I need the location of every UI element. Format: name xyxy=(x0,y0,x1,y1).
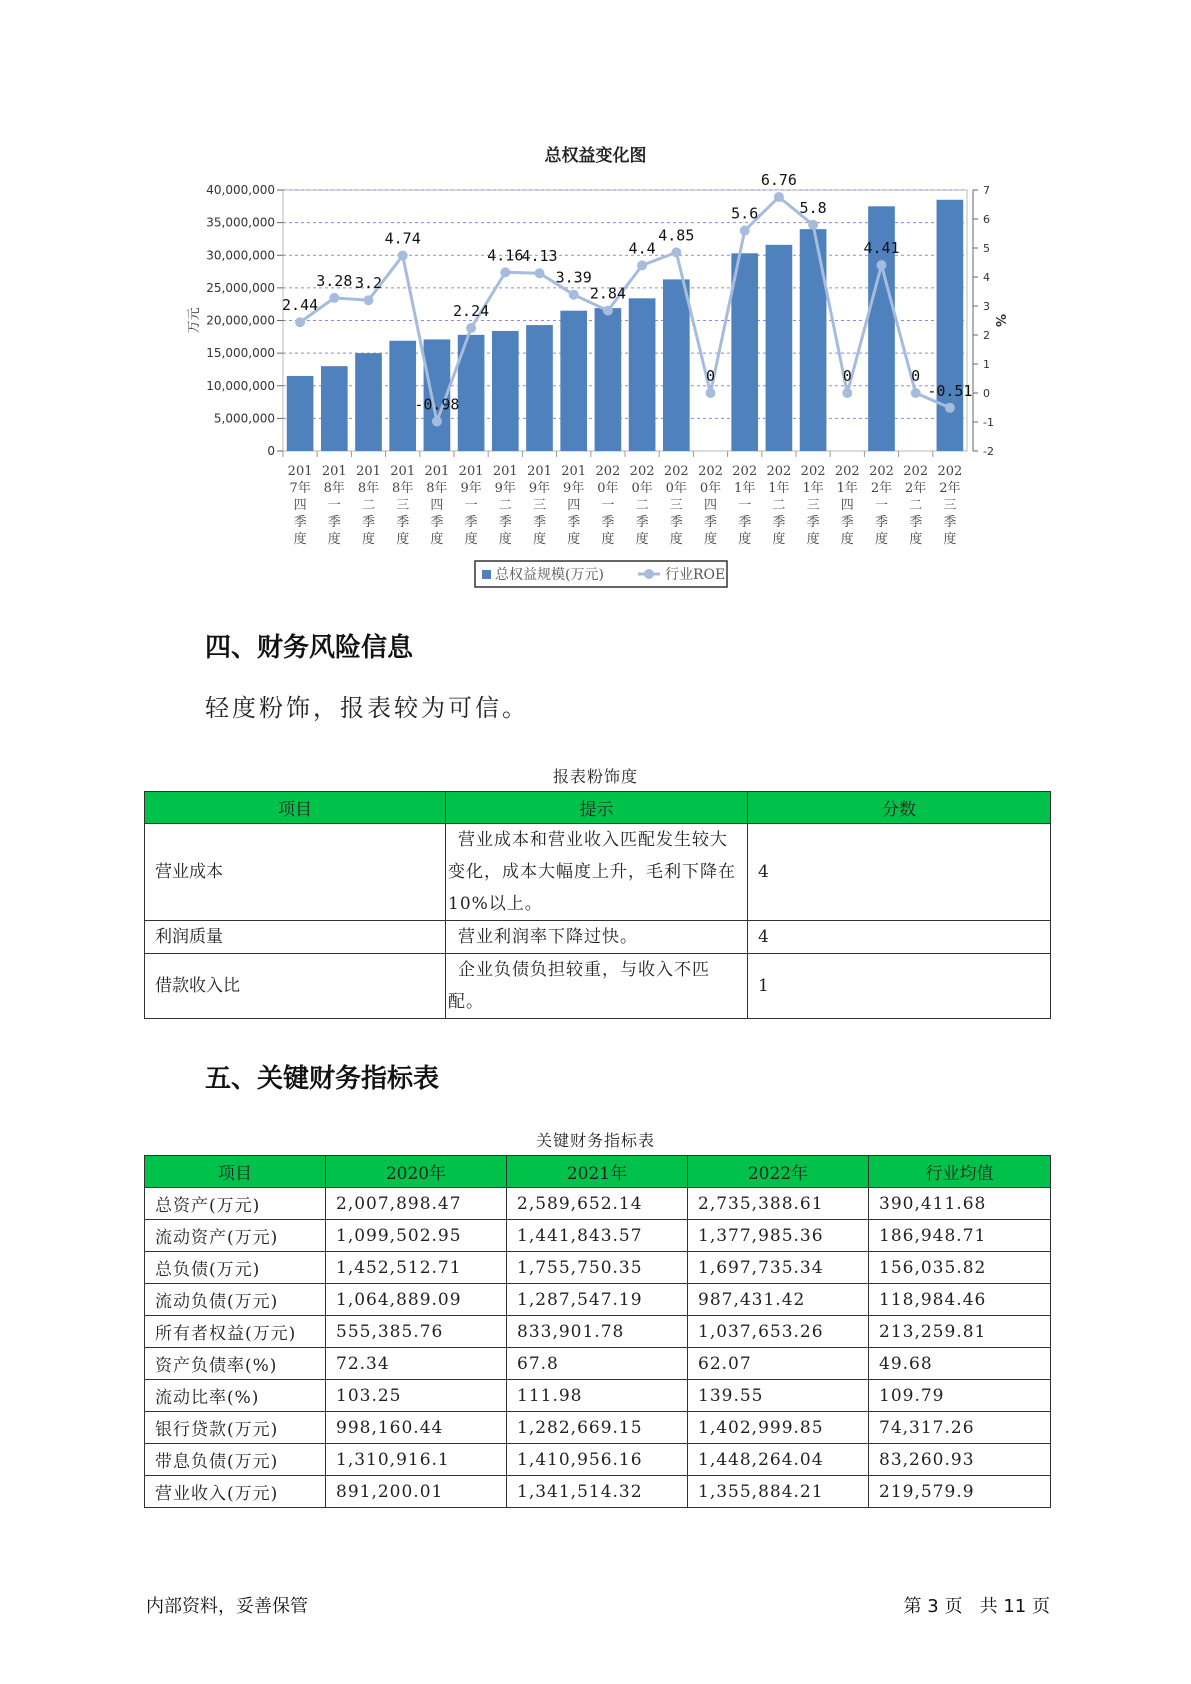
indicator-name: 带息负债(万元) xyxy=(145,1444,326,1476)
roe-point xyxy=(569,290,579,300)
x-tick-label: 2年 xyxy=(939,481,961,496)
indicator-value: 1,064,889.09 xyxy=(326,1284,507,1316)
x-tick-label: 202 xyxy=(663,464,689,479)
indicator-table xyxy=(144,1155,1051,1508)
legend-line-label: 行业ROE xyxy=(665,567,726,583)
indicator-value: 1,697,735.34 xyxy=(688,1252,869,1284)
x-tick-label: 季 xyxy=(738,515,752,530)
indicator-value: 891,200.01 xyxy=(326,1476,507,1508)
risk-row xyxy=(145,954,1051,1019)
x-tick-label: 三 xyxy=(806,498,820,513)
risk-hint xyxy=(446,954,748,1019)
x-tick-label: 1年 xyxy=(836,481,858,496)
indicator-header-item: 项目 xyxy=(145,1156,326,1188)
equity-bar xyxy=(731,253,758,451)
section4-heading: 四、财务风险信息 xyxy=(205,633,414,663)
indicator-row xyxy=(145,1412,1051,1444)
indicator-value: 219,579.9 xyxy=(869,1476,1051,1508)
equity-bar xyxy=(629,298,656,451)
roe-data-label: 2.24 xyxy=(453,302,490,321)
roe-data-label: 4.13 xyxy=(521,247,558,266)
indicator-row xyxy=(145,1284,1051,1316)
equity-bar xyxy=(766,245,793,451)
y-left-tick-label: 0 xyxy=(267,444,275,458)
x-tick-label: 度 xyxy=(806,532,820,547)
x-tick-label: 8年 xyxy=(392,481,414,496)
indicator-header-2020: 2020年 xyxy=(326,1156,507,1188)
risk-hint-text: 企业负债负担较重，与收入不匹配。 xyxy=(448,960,710,1012)
roe-data-label: 4.85 xyxy=(658,226,695,245)
footer-page-number: 第 3 页 共 11 页 xyxy=(903,1596,1050,1617)
x-tick-label: 四 xyxy=(430,498,444,513)
x-tick-label: 202 xyxy=(629,464,655,479)
risk-header-score: 分数 xyxy=(748,792,1051,824)
indicator-value: 213,259.81 xyxy=(869,1316,1051,1348)
roe-point xyxy=(911,388,921,398)
x-tick-label: 度 xyxy=(772,532,786,547)
indicator-value: 74,317.26 xyxy=(869,1412,1051,1444)
indicator-value: 833,901.78 xyxy=(507,1316,688,1348)
x-tick-label: 季 xyxy=(396,515,410,530)
x-tick-label: 9年 xyxy=(528,481,551,496)
indicator-value: 2,589,652.14 xyxy=(507,1188,688,1220)
roe-point xyxy=(877,260,887,270)
x-tick-label: 季 xyxy=(943,515,957,530)
indicator-value: 998,160.44 xyxy=(326,1412,507,1444)
indicator-header-industry-avg: 行业均值 xyxy=(869,1156,1051,1188)
x-tick-label: 201 xyxy=(321,464,347,479)
footer-left: 内部资料，妥善保管 xyxy=(146,1596,308,1617)
x-tick-label: 202 xyxy=(834,464,860,479)
x-tick-label: 度 xyxy=(943,532,957,547)
roe-data-label: 0 xyxy=(842,367,852,385)
x-tick-label: 季 xyxy=(293,515,307,530)
indicator-value: 1,310,916.1 xyxy=(326,1444,507,1476)
section5-heading: 五、关键财务指标表 xyxy=(205,1064,440,1094)
roe-point xyxy=(295,317,305,327)
x-tick-label: 度 xyxy=(498,532,512,547)
x-tick-label: 四 xyxy=(840,498,854,513)
x-tick-label: 二 xyxy=(361,498,376,513)
x-tick-label: 202 xyxy=(869,464,894,479)
x-tick-label: 季 xyxy=(601,515,615,530)
x-tick-label: 2年 xyxy=(905,481,927,496)
chart-title: 总权益变化图 xyxy=(544,146,647,166)
y-right-tick-label: 4 xyxy=(983,271,990,284)
indicator-name: 所有者权益(万元) xyxy=(145,1316,326,1348)
risk-hint-text: 营业利润率下降过快。 xyxy=(458,927,638,947)
y-right-tick-label: 5 xyxy=(983,242,990,255)
equity-bar xyxy=(560,311,587,451)
roe-data-label: 5.8 xyxy=(799,198,827,217)
x-tick-label: 度 xyxy=(396,532,410,547)
indicator-row xyxy=(145,1188,1051,1220)
indicator-value: 555,385.76 xyxy=(326,1316,507,1348)
indicator-row xyxy=(145,1316,1051,1348)
indicator-value: 1,410,956.16 xyxy=(507,1444,688,1476)
indicator-value: 390,411.68 xyxy=(869,1188,1051,1220)
roe-point xyxy=(774,192,784,202)
x-tick-label: 202 xyxy=(903,464,929,479)
x-tick-label: 季 xyxy=(909,515,923,530)
legend-line-marker xyxy=(644,569,654,579)
roe-point xyxy=(329,293,339,303)
x-tick-label: 202 xyxy=(595,464,621,479)
x-tick-label: 三 xyxy=(669,498,683,513)
y-right-tick-label: 1 xyxy=(983,358,990,371)
x-tick-label: 8年 xyxy=(323,481,345,496)
x-tick-label: 度 xyxy=(567,532,581,547)
roe-point xyxy=(706,388,716,398)
x-tick-label: 7年 xyxy=(289,481,311,496)
x-tick-label: 度 xyxy=(840,532,854,547)
x-tick-label: 201 xyxy=(492,464,518,479)
indicator-name: 总负债(万元) xyxy=(145,1252,326,1284)
x-tick-label: 0年 xyxy=(631,481,653,496)
roe-data-label: 3.2 xyxy=(354,274,383,293)
y-left-tick-label: 30,000,000 xyxy=(206,248,275,263)
equity-bar xyxy=(663,279,690,451)
y-left-tick-label: 15,000,000 xyxy=(206,346,275,361)
x-tick-label: 202 xyxy=(937,464,963,479)
x-tick-label: 季 xyxy=(806,515,820,530)
x-tick-label: 季 xyxy=(840,515,854,530)
equity-bar xyxy=(800,229,827,451)
risk-score: 4 xyxy=(748,824,1051,921)
roe-point xyxy=(432,416,442,426)
x-tick-label: 季 xyxy=(567,515,581,530)
indicator-value: 987,431.42 xyxy=(688,1284,869,1316)
y-right-tick-label: 0 xyxy=(983,387,990,400)
x-tick-label: 季 xyxy=(430,515,444,530)
x-tick-label: 9年 xyxy=(460,481,482,496)
roe-data-label: -0.98 xyxy=(414,395,460,414)
indicator-value: 1,355,884.21 xyxy=(688,1476,869,1508)
indicator-name: 资产负债率(%) xyxy=(145,1348,326,1380)
y-right-tick-label: 2 xyxy=(983,329,990,342)
y-right-tick-label: -1 xyxy=(983,416,994,429)
indicator-name: 流动比率(%) xyxy=(145,1380,326,1412)
roe-data-label: 6.76 xyxy=(760,170,797,189)
x-tick-label: 四 xyxy=(567,498,581,513)
indicator-value: 62.07 xyxy=(688,1348,869,1380)
indicator-value: 67.8 xyxy=(507,1348,688,1380)
x-tick-label: 度 xyxy=(532,532,547,547)
risk-hint xyxy=(446,921,748,954)
x-tick-label: 202 xyxy=(732,464,758,479)
x-tick-label: 季 xyxy=(669,515,683,530)
equity-bar xyxy=(526,325,553,451)
indicator-value: 118,984.46 xyxy=(869,1284,1051,1316)
indicator-table-header xyxy=(145,1156,1051,1188)
roe-data-label: 4.74 xyxy=(384,229,421,248)
risk-score: 1 xyxy=(748,954,1051,1019)
risk-summary: 轻度粉饰，报表较为可信。 xyxy=(205,694,529,722)
x-tick-label: 四 xyxy=(703,498,718,513)
y-left-tick-label: 35,000,000 xyxy=(206,215,275,230)
roe-data-label: 0 xyxy=(705,367,716,385)
x-tick-label: 度 xyxy=(909,532,923,547)
x-tick-label: 度 xyxy=(874,532,889,547)
roe-data-label: 0 xyxy=(911,367,921,385)
indicator-value: 1,282,669.15 xyxy=(507,1412,688,1444)
roe-data-label: 2.44 xyxy=(282,296,319,315)
y-right-tick-label: 3 xyxy=(983,300,990,313)
indicator-name: 流动资产(万元) xyxy=(145,1220,326,1252)
x-tick-label: 0年 xyxy=(665,481,687,496)
x-tick-label: 1年 xyxy=(802,481,824,496)
indicator-name: 银行贷款(万元) xyxy=(145,1412,326,1444)
equity-bar xyxy=(937,200,964,451)
x-tick-label: 季 xyxy=(327,515,341,530)
roe-point xyxy=(842,388,852,398)
roe-point xyxy=(535,268,545,278)
indicator-value: 1,377,985.36 xyxy=(688,1220,869,1252)
indicator-value: 1,341,514.32 xyxy=(507,1476,688,1508)
x-tick-label: 202 xyxy=(766,464,792,479)
x-tick-label: 202 xyxy=(698,464,723,479)
equity-bar xyxy=(595,308,622,451)
risk-table-header xyxy=(145,792,1051,824)
x-tick-label: 度 xyxy=(703,532,718,547)
x-tick-label: 201 xyxy=(390,464,416,479)
x-tick-label: 9年 xyxy=(494,481,516,496)
x-tick-label: 四 xyxy=(293,498,307,513)
indicator-value: 2,735,388.61 xyxy=(688,1188,869,1220)
indicator-value: 139.55 xyxy=(688,1380,869,1412)
indicator-table-caption: 关键财务指标表 xyxy=(535,1131,655,1150)
x-tick-label: 8年 xyxy=(357,481,380,496)
roe-point xyxy=(945,403,955,413)
x-tick-label: 201 xyxy=(424,464,450,479)
equity-bar xyxy=(321,366,348,451)
indicator-header-2021: 2021年 xyxy=(507,1156,688,1188)
indicator-value: 72.34 xyxy=(326,1348,507,1380)
x-tick-label: 度 xyxy=(601,532,615,547)
y-left-axis-label: 万元 xyxy=(187,307,202,334)
x-tick-label: 季 xyxy=(703,515,718,530)
roe-point xyxy=(808,220,818,230)
roe-data-label: -0.51 xyxy=(927,381,973,400)
indicator-header-2022: 2022年 xyxy=(688,1156,869,1188)
indicator-value: 109.79 xyxy=(869,1380,1051,1412)
x-tick-label: 201 xyxy=(356,464,381,479)
x-tick-label: 8年 xyxy=(426,481,448,496)
roe-point xyxy=(398,251,408,261)
risk-header-item: 项目 xyxy=(145,792,446,824)
x-tick-label: 季 xyxy=(772,515,786,530)
x-tick-label: 二 xyxy=(909,498,923,513)
indicator-value: 103.25 xyxy=(326,1380,507,1412)
risk-score: 4 xyxy=(748,921,1051,954)
x-tick-label: 季 xyxy=(635,515,649,530)
roe-data-label: 3.28 xyxy=(316,271,353,290)
indicator-value: 2,007,898.47 xyxy=(326,1188,507,1220)
y-right-axis-label: % xyxy=(992,313,1007,328)
y-left-tick-label: 20,000,000 xyxy=(206,313,275,328)
x-tick-label: 度 xyxy=(430,532,444,547)
roe-data-label: 3.39 xyxy=(555,268,592,287)
indicator-value: 49.68 xyxy=(869,1348,1051,1380)
indicator-name: 营业收入(万元) xyxy=(145,1476,326,1508)
x-tick-label: 一 xyxy=(874,498,889,513)
x-tick-label: 201 xyxy=(561,464,587,479)
roe-data-label: 4.41 xyxy=(863,239,900,258)
indicator-value: 111.98 xyxy=(507,1380,688,1412)
legend-bar-label: 总权益规模(万元) xyxy=(495,567,604,583)
equity-bar xyxy=(287,376,314,451)
x-tick-label: 度 xyxy=(464,532,478,547)
indicator-row xyxy=(145,1220,1051,1252)
roe-point xyxy=(500,267,510,277)
x-tick-label: 二 xyxy=(498,498,512,513)
indicator-value: 186,948.71 xyxy=(869,1220,1051,1252)
x-tick-label: 9年 xyxy=(563,481,585,496)
roe-data-label: 4.16 xyxy=(487,246,524,265)
indicator-row xyxy=(145,1348,1051,1380)
risk-item: 利润质量 xyxy=(145,921,446,954)
x-tick-label: 季 xyxy=(464,515,478,530)
risk-table xyxy=(144,791,1051,1019)
x-tick-label: 1年 xyxy=(734,481,756,496)
x-tick-label: 二 xyxy=(635,498,649,513)
x-tick-label: 季 xyxy=(874,515,889,530)
x-tick-label: 度 xyxy=(327,532,341,547)
y-left-tick-label: 25,000,000 xyxy=(206,280,275,295)
x-tick-label: 202 xyxy=(800,464,826,479)
roe-point xyxy=(364,295,374,305)
risk-row xyxy=(145,921,1051,954)
x-tick-label: 度 xyxy=(361,532,376,547)
x-tick-label: 季 xyxy=(498,515,512,530)
y-right-tick-label: 6 xyxy=(983,213,990,226)
roe-data-label: 4.4 xyxy=(628,239,656,258)
x-tick-label: 度 xyxy=(669,532,683,547)
risk-row xyxy=(145,824,1051,921)
indicator-value: 1,755,750.35 xyxy=(507,1252,688,1284)
y-left-tick-label: 10,000,000 xyxy=(206,378,275,393)
x-tick-label: 三 xyxy=(396,498,410,513)
x-tick-label: 0年 xyxy=(597,481,619,496)
risk-header-hint: 提示 xyxy=(446,792,748,824)
indicator-name: 流动负债(万元) xyxy=(145,1284,326,1316)
x-tick-label: 一 xyxy=(327,498,341,513)
risk-table-caption: 报表粉饰度 xyxy=(552,767,638,786)
indicator-row xyxy=(145,1444,1051,1476)
indicator-name: 总资产(万元) xyxy=(145,1188,326,1220)
indicator-value: 1,441,843.57 xyxy=(507,1220,688,1252)
equity-bar xyxy=(389,341,416,451)
indicator-value: 1,452,512.71 xyxy=(326,1252,507,1284)
x-tick-label: 一 xyxy=(738,498,752,513)
x-tick-label: 季 xyxy=(532,515,547,530)
risk-item: 营业成本 xyxy=(145,824,446,921)
roe-point xyxy=(671,247,681,257)
indicator-value: 1,448,264.04 xyxy=(688,1444,869,1476)
y-left-tick-label: 40,000,000 xyxy=(206,183,275,197)
x-tick-label: 度 xyxy=(635,532,649,547)
x-tick-label: 2年 xyxy=(870,481,893,496)
x-tick-label: 201 xyxy=(287,464,313,479)
risk-hint-text: 营业成本和营业收入匹配发生较大变化，成本大幅度上升，毛利下降在10%以上。 xyxy=(448,830,736,914)
x-tick-label: 三 xyxy=(943,498,957,513)
x-tick-label: 二 xyxy=(772,498,786,513)
y-left-tick-label: 5,000,000 xyxy=(213,411,275,426)
roe-point xyxy=(466,323,476,333)
x-tick-label: 201 xyxy=(527,464,552,479)
indicator-table-body xyxy=(145,1156,1051,1508)
y-right-tick-label: -2 xyxy=(983,445,994,458)
roe-data-label: 5.6 xyxy=(731,204,759,223)
indicator-value: 1,037,653.26 xyxy=(688,1316,869,1348)
equity-chart xyxy=(0,0,1191,600)
legend-bar-swatch xyxy=(482,570,491,579)
equity-bar xyxy=(355,353,382,451)
y-right-tick-label: 7 xyxy=(983,184,990,197)
indicator-value: 156,035.82 xyxy=(869,1252,1051,1284)
roe-point xyxy=(740,226,750,236)
x-tick-label: 1年 xyxy=(768,481,790,496)
indicator-row xyxy=(145,1476,1051,1508)
indicator-row xyxy=(145,1380,1051,1412)
x-tick-label: 一 xyxy=(601,498,615,513)
roe-data-label: 2.84 xyxy=(589,284,626,303)
risk-item: 借款收入比 xyxy=(145,954,446,1019)
roe-point xyxy=(637,260,647,270)
x-tick-label: 度 xyxy=(293,532,307,547)
x-tick-label: 三 xyxy=(532,498,547,513)
x-tick-label: 一 xyxy=(464,498,478,513)
x-tick-label: 201 xyxy=(458,464,484,479)
indicator-value: 1,099,502.95 xyxy=(326,1220,507,1252)
roe-point xyxy=(603,306,613,316)
x-tick-label: 度 xyxy=(738,532,752,547)
equity-bar xyxy=(492,331,519,451)
indicator-value: 1,287,547.19 xyxy=(507,1284,688,1316)
indicator-value: 83,260.93 xyxy=(869,1444,1051,1476)
x-tick-label: 季 xyxy=(361,515,376,530)
risk-hint xyxy=(446,824,748,921)
indicator-value: 1,402,999.85 xyxy=(688,1412,869,1444)
x-tick-label: 0年 xyxy=(699,481,722,496)
indicator-row xyxy=(145,1252,1051,1284)
